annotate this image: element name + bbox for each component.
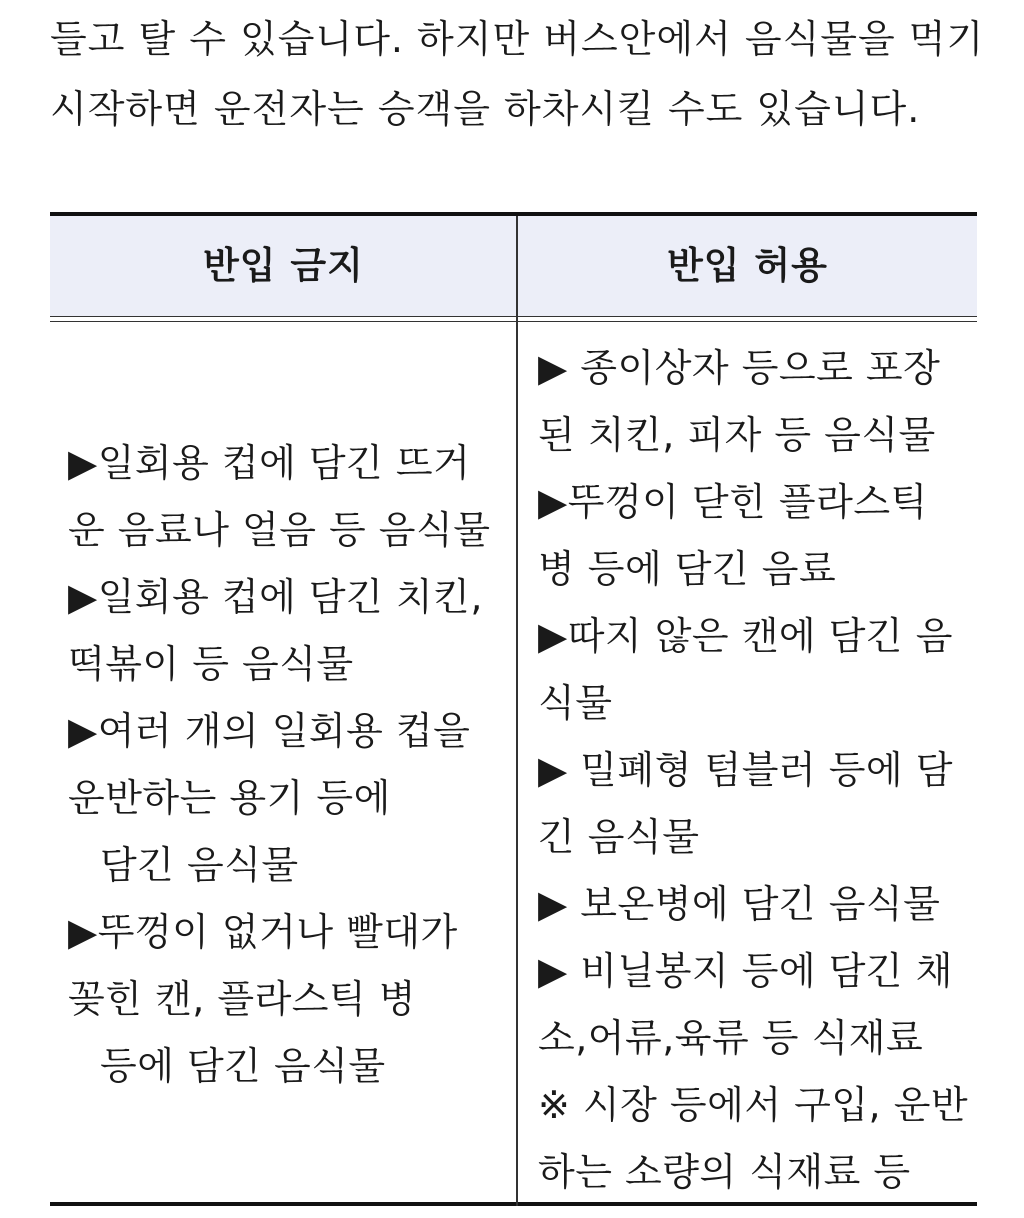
intro-line: 들고 탈 수 있습니다. 하지만 버스안에서 음식물을 먹기 xyxy=(50,17,985,61)
item-line: 된 치킨, 피자 등 음식물 xyxy=(538,413,936,457)
item-line: ▶ 보온병에 담긴 음식물 xyxy=(538,882,941,926)
column-divider xyxy=(516,216,518,1206)
item-line: ▶ 밀폐형 텀블러 등에 담 xyxy=(538,748,953,792)
header-allowed: 반입 허용 xyxy=(667,244,828,287)
prohibited-item xyxy=(68,698,508,899)
item-line: 하는 소량의 식재료 등 xyxy=(538,1150,911,1194)
prohibited-item xyxy=(68,430,508,564)
intro-line: 시작하면 운전자는 승객을 하차시킬 수도 있습니다. xyxy=(50,87,921,131)
item-line: ▶따지 않은 캔에 담긴 음 xyxy=(538,614,953,658)
item-line: ▶일회용 컵에 담긴 치킨, xyxy=(68,574,483,619)
allowed-item xyxy=(538,737,970,871)
item-line: 운반하는 용기 등에 xyxy=(68,775,391,820)
allowed-cell xyxy=(538,323,970,1218)
prohibited-item xyxy=(68,564,508,698)
item-line: 병 등에 담긴 음료 xyxy=(538,547,837,591)
item-line: ▶뚜껑이 없거나 빨대가 xyxy=(68,909,458,954)
prohibited-cell xyxy=(68,323,508,1206)
item-line: ▶일회용 컵에 담긴 뜨거 xyxy=(68,440,471,485)
allowed-item xyxy=(538,871,970,938)
item-line: ▶뚜껑이 닫힌 플라스틱 xyxy=(538,480,928,524)
item-line: 운 음료나 얼음 등 음식물 xyxy=(68,507,491,552)
allowed-item xyxy=(538,335,970,469)
allowed-item xyxy=(538,603,970,737)
item-line: 등에 담긴 음식물 xyxy=(100,1043,386,1088)
item-line: ▶여러 개의 일회용 컵을 xyxy=(68,708,471,753)
item-line: 소,어류,육류 등 식재료 xyxy=(538,1016,924,1060)
item-line: ▶ 비닐봉지 등에 담긴 채 xyxy=(538,949,953,993)
allowed-item xyxy=(538,469,970,603)
item-line: ▶ 종이상자 등으로 포장 xyxy=(538,346,941,390)
carry-on-food-table xyxy=(50,212,977,1206)
item-line: ※ 시장 등에서 구입, 운반 xyxy=(538,1083,969,1127)
item-line: 긴 음식물 xyxy=(538,815,700,859)
item-line: 떡볶이 등 음식물 xyxy=(68,641,354,686)
allowed-note xyxy=(538,1072,970,1206)
intro-paragraph xyxy=(50,4,990,144)
item-line: 식물 xyxy=(538,681,613,725)
item-line: 꽂힌 캔, 플라스틱 병 xyxy=(68,976,416,1021)
table-header-row xyxy=(50,216,977,317)
prohibited-item xyxy=(68,899,508,1100)
allowed-item xyxy=(538,938,970,1072)
header-prohibited: 반입 금지 xyxy=(203,244,364,287)
item-line: 담긴 음식물 xyxy=(100,842,299,887)
